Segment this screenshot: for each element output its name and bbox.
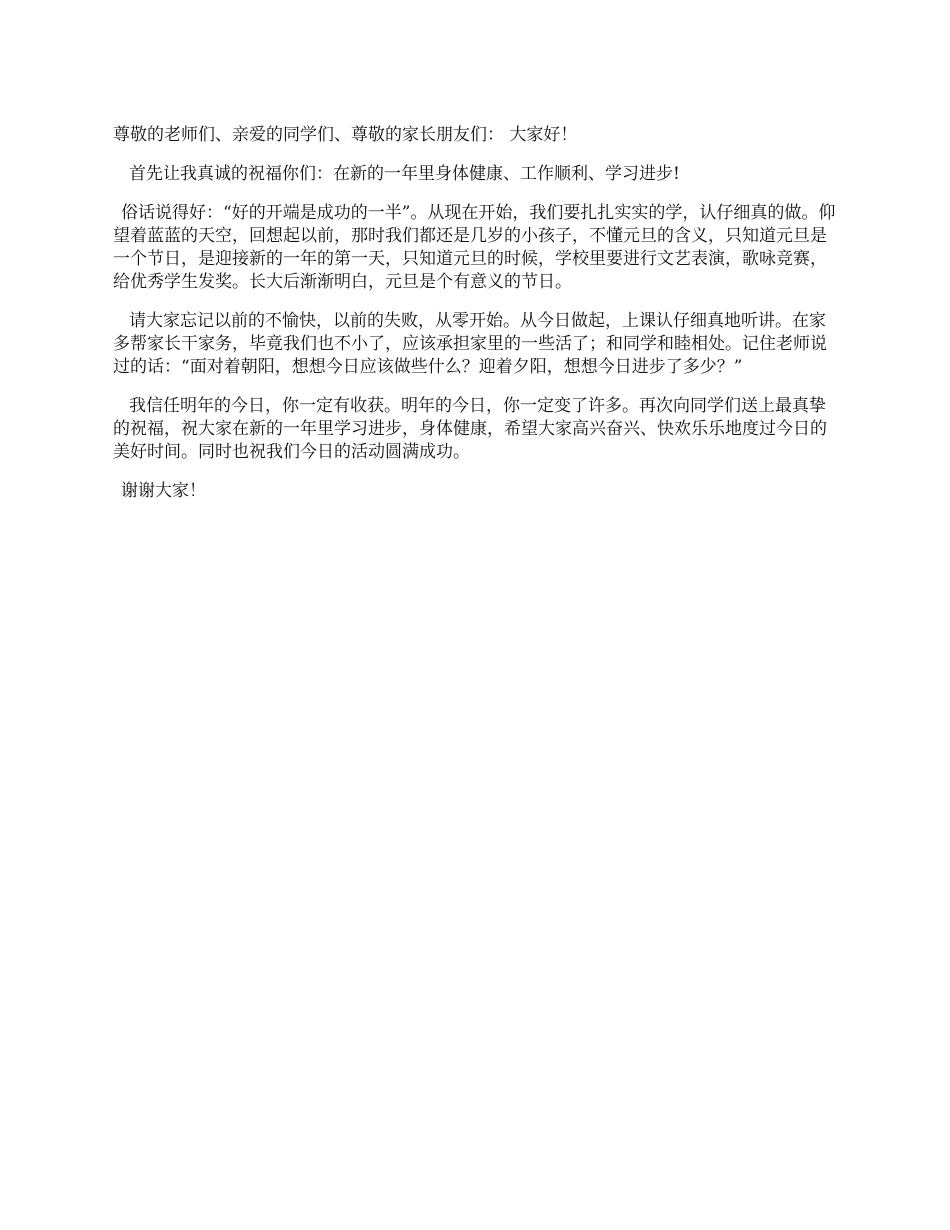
proverb-paragraph: 俗话说得好：“好的开端是成功的一半”。从现在开始，我们要扎扎实实的学，认仔细真的做。仰望着蓝蓝的天空，回想起以前，那时我们都还是几岁的小孩子，不懂元旦的含义，只知道元旦是一个节日，是迎接新的一年的第一天，只知道元旦的时候，学校里要进行文艺表演，歌咏竞赛，给优秀学生发奖。长大后渐渐明白，元旦是个有意义的节日。 [113, 203, 836, 292]
fresh-start-paragraph: 请大家忘记以前的不愉快，以前的失败，从零开始。从今日做起，上课认仔细真地听讲。在家多帮家长干家务，毕竟我们也不小了，应该承担家里的一些活了；和同学和睦相处。记住老师说过的话：“面对着朝阳，想想今日应该做些什么？迎着夕阳，想想今日进步了多少？” [113, 311, 827, 377]
greeting-paragraph: 尊敬的老师们、亲爱的同学们、尊敬的家长朋友们： 大家好！ [113, 125, 578, 145]
closing-paragraph: 谢谢大家！ [121, 481, 206, 501]
document-body [113, 124, 841, 519]
blessing-paragraph: 我信任明年的今日，你一定有收获。明年的今日，你一定变了许多。再次向同学们送上最真挚的祝福，祝大家在新的一年里学习进步，身体健康，希望大家高兴奋兴、快欢乐乐地度过今日的美好时间。同时也祝我们今日的活动圆满成功。 [113, 396, 827, 462]
wishes-paragraph: 首先让我真诚的祝福你们：在新的一年里身体健康、工作顺利、学习进步! [129, 164, 680, 184]
